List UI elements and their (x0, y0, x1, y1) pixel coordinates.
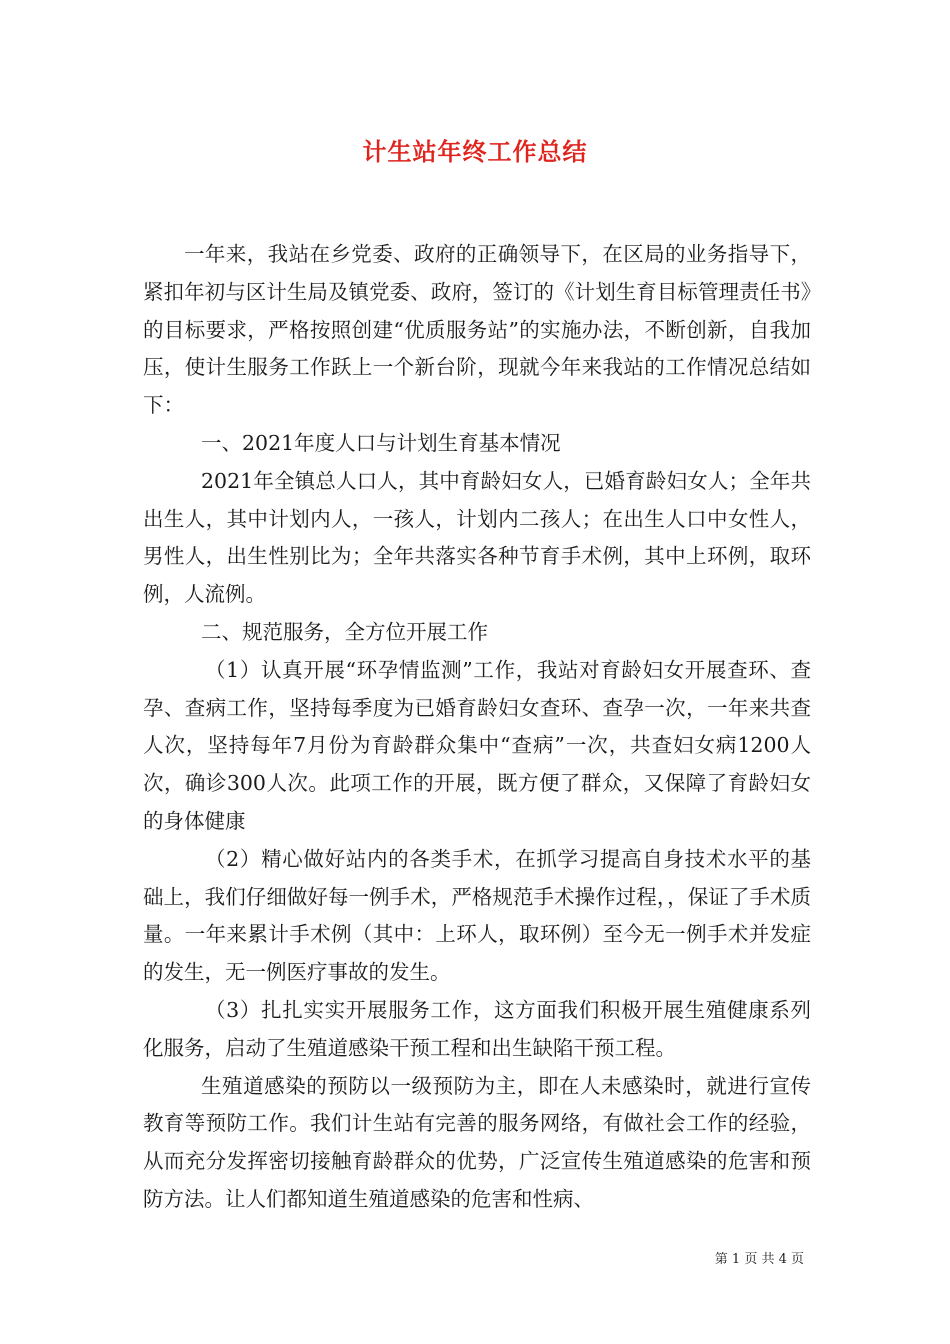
paragraph-infection: 生殖道感染的预防以一级预防为主，即在人未感染时，就进行宣传教育等预防工作。我们计生站有完善的服务网络，有做社会工作的经验，从而充分发挥密切接触育龄群众的优势，广泛宣传生殖道感染的危害和预防方法。让人们都知道生殖道感染的危害和性病、 (143, 1073, 811, 1211)
paragraph-intro: 一年来，我站在乡党委、政府的正确领导下，在区局的业务指导下，紧扣年初与区计生局及镇党委、政府，签订的《计划生育目标管理责任书》的目标要求，严格按照创建“优质服务站”的实施办法，不断创新，自我加压，使计生服务工作跃上一个新台阶，现就今年来我站的工作情况总结如下： (143, 242, 811, 418)
paragraph-item-3: （3）扎扎实实开展服务工作，这方面我们积极开展生殖健康系列化服务，启动了生殖道感染干预工程和出生缺陷干预工程。 (143, 997, 811, 1060)
page-number: 第 1 页 共 4 页 (714, 1252, 804, 1267)
section-heading-2: 二、规范服务，全方位开展工作 (201, 619, 488, 644)
document-title: 计生站年终工作总结 (362, 138, 588, 166)
paragraph-item-1: （1）认真开展“环孕情监测”工作，我站对育龄妇女开展查环、查孕、查病工作，坚持每季度为已婚育龄妇女查环、查孕一次，一年来共查人次，坚持每年7月份为育龄群众集中“查病”一次，共查妇女病1200人次，确诊300人次。此项工作的开展，既方便了群众，又保障了育龄妇女的身体健康 (143, 657, 811, 833)
document-body (143, 236, 811, 1219)
paragraph-population: 2021年全镇总人口人，其中育龄妇女人，已婚育龄妇女人；全年共出生人，其中计划内人，一孩人，计划内二孩人；在出生人口中女性人，男性人，出生性别比为；全年共落实各种节育手术例，其中上环例，取环例，人流例。 (143, 468, 811, 607)
paragraph-item-2: （2）精心做好站内的各类手术，在抓学习提高自身技术水平的基础上，我们仔细做好每一例手术，严格规范手术操作过程，，保证了手术质量。一年来累计手术例（其中：上环人，取环例）至今无一例手术并发症的发生，无一例医疗事故的发生。 (143, 846, 811, 985)
section-heading-1: 一、2021年度人口与计划生育基本情况 (201, 430, 561, 455)
